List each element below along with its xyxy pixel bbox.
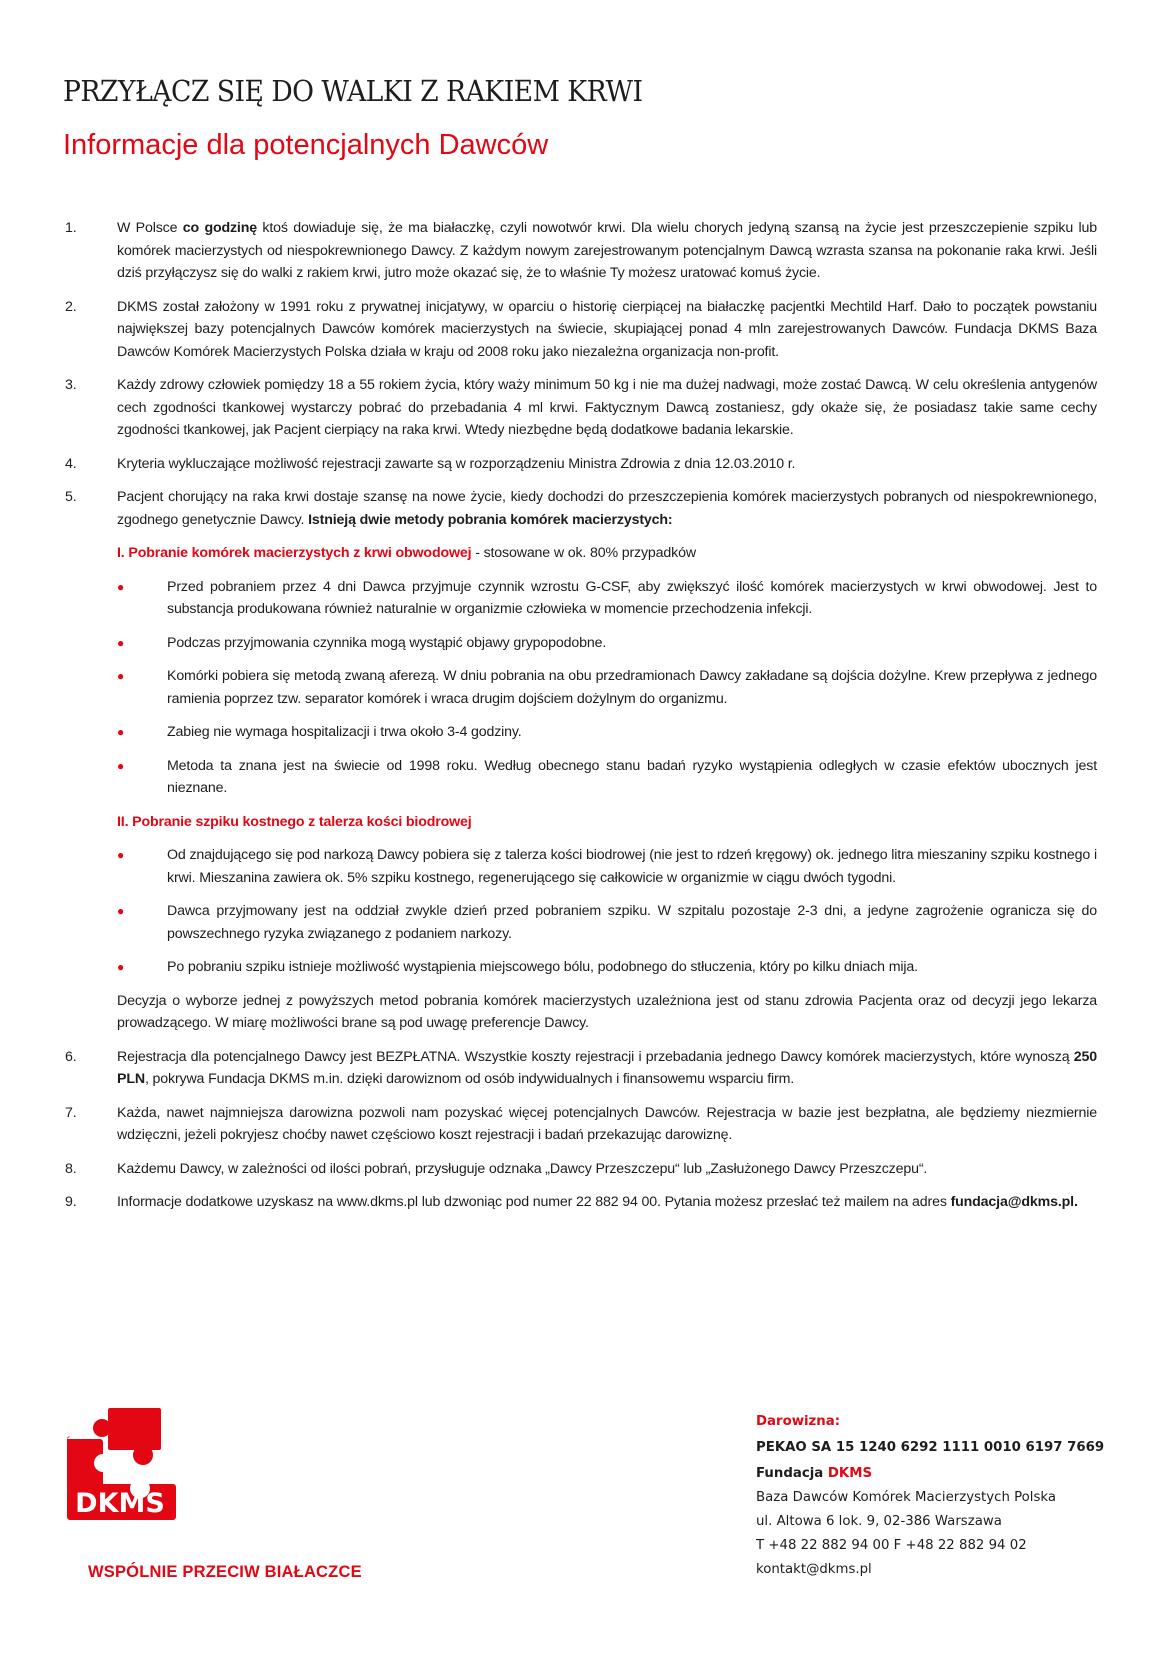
item-number: 6. [65, 1048, 77, 1065]
logo-text: DKMS [75, 1488, 165, 1519]
item-text: Kryteria wykluczające możliwość rejestracji zawarte są w rozporządzeniu Ministra Zdrowia z dnia 12.03.2010 r. [117, 455, 796, 472]
bullet-item: ● Podczas przyjmowania czynnika mogą wystąpić objawy grypopodobne. [117, 632, 1097, 655]
page-subtitle: Informacje dla potencjalnych Dawców [63, 129, 549, 161]
foundation-name: Fundacja DKMS [756, 1466, 873, 1481]
phone-fax: T +48 22 882 94 00 F +48 22 882 94 02 [756, 1538, 1027, 1553]
bullet-item: ● Zabieg nie wymaga hospitalizacji i trwa około 3-4 godziny. [117, 721, 1097, 744]
list-item [63, 217, 1097, 285]
bullet-icon: ● [117, 579, 125, 594]
item-text: Informacje dodatkowe uzyskasz na www.dkms.pl lub dzwoniąc pod numer 22 882 94 00. Pytania możesz przesłać też mailem na adres fundacja@dkms.pl. [117, 1194, 1078, 1210]
item-text: Rejestracja dla potencjalnego Dawcy jest BEZPŁATNA. Wszystkie koszty rejestracji i przebadania jednego Dawcy komórek macierzystych, które wynoszą 250 PLN, pokrywa Fundacja DKMS m.in. dzięki darowiznom od osób indywidualnych i finansowemu wsparciu firm. [117, 1048, 1097, 1087]
list-item [63, 1158, 1097, 1181]
bullet-icon: ● [117, 848, 125, 862]
method-heading-1: I. Pobranie komórek macierzystych z krwi obwodowej - stosowane w ok. 80% przypadków [117, 545, 696, 561]
item-number: 7. [65, 1104, 77, 1121]
numbered-list [63, 217, 1097, 1225]
item-text: Pacjent chorujący na raka krwi dostaje szansę na nowe życie, kiedy dochodzi do przeszczepienia komórek macierzystych pobranych od niespokrewnionego, zgodnego genetycznie Dawcy. Istnieją dwie metody pobrania komórek macierzystych: [117, 489, 1097, 528]
item-text: Każdemu Dawcy, w zależności od ilości pobrań, przysługuje odznaka „Dawcy Przeszczepu“ lub „Zasłużonego Dawcy Przeszczepu“. [117, 1160, 928, 1177]
contact-block [756, 1410, 1104, 1582]
list-item [63, 1102, 1097, 1147]
bank-account: PEKAO SA 15 1240 6292 1111 0010 6197 7669 [756, 1440, 1105, 1455]
emphasis: 250 PLN [117, 1048, 1097, 1087]
item-number: 2. [65, 298, 77, 315]
list-item [63, 1046, 1097, 1091]
item-number: 4. [65, 455, 77, 472]
bullet-icon: ● [117, 725, 125, 739]
item-text: W Polsce co godzinę ktoś dowiaduje się, że ma białaczkę, czyli nowotwór krwi. Dla wielu chorych jedyną szansą na życie jest przeszczepienie szpiku lub komórek macierzystych od niespokrewnionego Dawcy. Z każdym nowym zarejestrowanym potencjalnym Dawcą wzrasta szansa na pokonanie raka krwi. Jeśli dziś przyłączysz się do walki z rakiem krwi, jutro może okazać się, że to właśnie Ty możesz uratować komuś życie. [117, 220, 1097, 281]
item-number: 5. [65, 489, 77, 505]
dkms-logo-icon [64, 1408, 176, 1520]
item-number: 8. [65, 1160, 77, 1177]
item-number: 1. [65, 220, 77, 236]
method-heading-2: II. Pobranie szpiku kostnego z talerza kości biodrowej [117, 813, 472, 830]
bullet-icon: ● [117, 960, 125, 974]
emphasis: co godzinę [182, 220, 257, 236]
address: ul. Altowa 6 lok. 9, 02-386 Warszawa [756, 1514, 1002, 1529]
item-text: Każdy zdrowy człowiek pomiędzy 18 a 55 rokiem życia, który waży minimum 50 kg i nie ma dużej nadwagi, może zostać Dawcą. W celu określenia antygenów cech zgodności tkankowej wystarczy pobrać do przebadania 4 ml krwi. Faktycznym Dawcą zostaniesz, gdy okaże się, że posiadasz takie same cechy zgodności tkankowej, jak Pacjent cierpiący na raka krwi. Wtedy niezbędne będą dodatkowe badania lekarskie. [117, 377, 1097, 438]
item-text: Każda, nawet najmniejsza darowizna pozwoli nam pozyskać więcej potencjalnych Dawców. Rejestracja w bazie jest bezpłatna, ale będziemy niezmiernie wdzięczni, jeżeli pokryjesz choćby nawet częściowo koszt rejestracji i badań przekazując darowiznę. [117, 1104, 1097, 1143]
email-link[interactable]: fundacja@dkms.pl. [950, 1194, 1078, 1210]
bullet-icon: ● [117, 904, 125, 918]
list-item [63, 1191, 1097, 1214]
list-item [63, 486, 1097, 1035]
bullet-icon: ● [117, 758, 125, 773]
method-note: Decyzja o wyborze jednej z powyższych metod pobrania komórek macierzystych uzależniona jest od stanu zdrowia Pacjenta oraz od decyzji jego lekarza prowadzącego. W miarę możliwości brane są pod uwagę preferencje Dawcy. [117, 992, 1097, 1031]
list-item [63, 453, 1097, 476]
bullet-item: ● Metoda ta znana jest na świecie od 1998 roku. Według obecnego stanu badań ryzyko wystąpienia odległych w czasie efektów ubocznych jest nieznane. [117, 755, 1097, 800]
donation-label: Darowizna: [756, 1414, 841, 1429]
org-name: Baza Dawców Komórek Macierzystych Polska [756, 1490, 1057, 1505]
item-number: 3. [65, 377, 77, 393]
bullet-item: ● Po pobraniu szpiku istnieje możliwość wystąpienia miejscowego bólu, podobnego do stłuczenia, który po kilku dniach mija. [117, 956, 1097, 979]
bullet-icon: ● [117, 669, 125, 683]
bullet-item: ● Przed pobraniem przez 4 dni Dawca przyjmuje czynnik wzrostu G-CSF, aby zwiększyć ilość komórek macierzystych w krwi obwodowej. Jest to substancja produkowana również naturalnie w organizmie człowieka w momencie przechodzenia infekcji. [117, 576, 1097, 621]
emphasis: Istnieją dwie metody pobrania komórek macierzystych: [308, 511, 673, 528]
item-text: DKMS został założony w 1991 roku z prywatnej inicjatywy, w oparciu o historię cierpiącej na białaczkę pacjentki Mechtild Harf. Dało to początek powstaniu największej bazy potencjalnych Dawców komórek macierzystych na świecie, skupiającej ponad 4 mln zarejestrowanych Dawców. Fundacja DKMS Baza Dawców Komórek Macierzystych Polska działa w kraju od 2008 roku jako niezależna organizacja non-profit. [117, 298, 1097, 360]
bullet-icon: ● [117, 635, 125, 650]
page-title: PRZYŁĄCZ SIĘ DO WALKI Z RAKIEM KRWI [63, 74, 643, 108]
tagline: WSPÓLNIE PRZECIW BIAŁACZCE [88, 1563, 362, 1581]
list-item [63, 374, 1097, 442]
list-item [63, 296, 1097, 364]
bullet-item: ● Komórki pobiera się metodą zwaną aferezą. W dniu pobrania na obu przedramionach Dawcy zakładane są dojścia dożylne. Krew przepływa z jednego ramienia poprzez tzw. separator komórek i wraca drugim dojściem dożylnym do organizmu. [117, 665, 1097, 710]
contact-email[interactable]: kontakt@dkms.pl [756, 1562, 872, 1577]
item-number: 9. [65, 1194, 77, 1210]
bullet-item: ● Dawca przyjmowany jest na oddział zwykle dzień przed pobraniem szpiku. W szpitalu pozostaje 2-3 dni, a jedyne zagrożenie ogranicza się do powszechnego ryzyka związanego z podaniem narkozy. [117, 900, 1097, 945]
bullet-item: ● Od znajdującego się pod narkozą Dawcy pobiera się z talerza kości biodrowej (nie jest to rdzeń kręgowy) ok. jednego litra mieszaniny szpiku kostnego i krwi. Mieszanina zawiera ok. 5% szpiku kostnego, regenerującego się całkowicie w organizmie w ciągu dwóch tygodni. [117, 844, 1097, 889]
